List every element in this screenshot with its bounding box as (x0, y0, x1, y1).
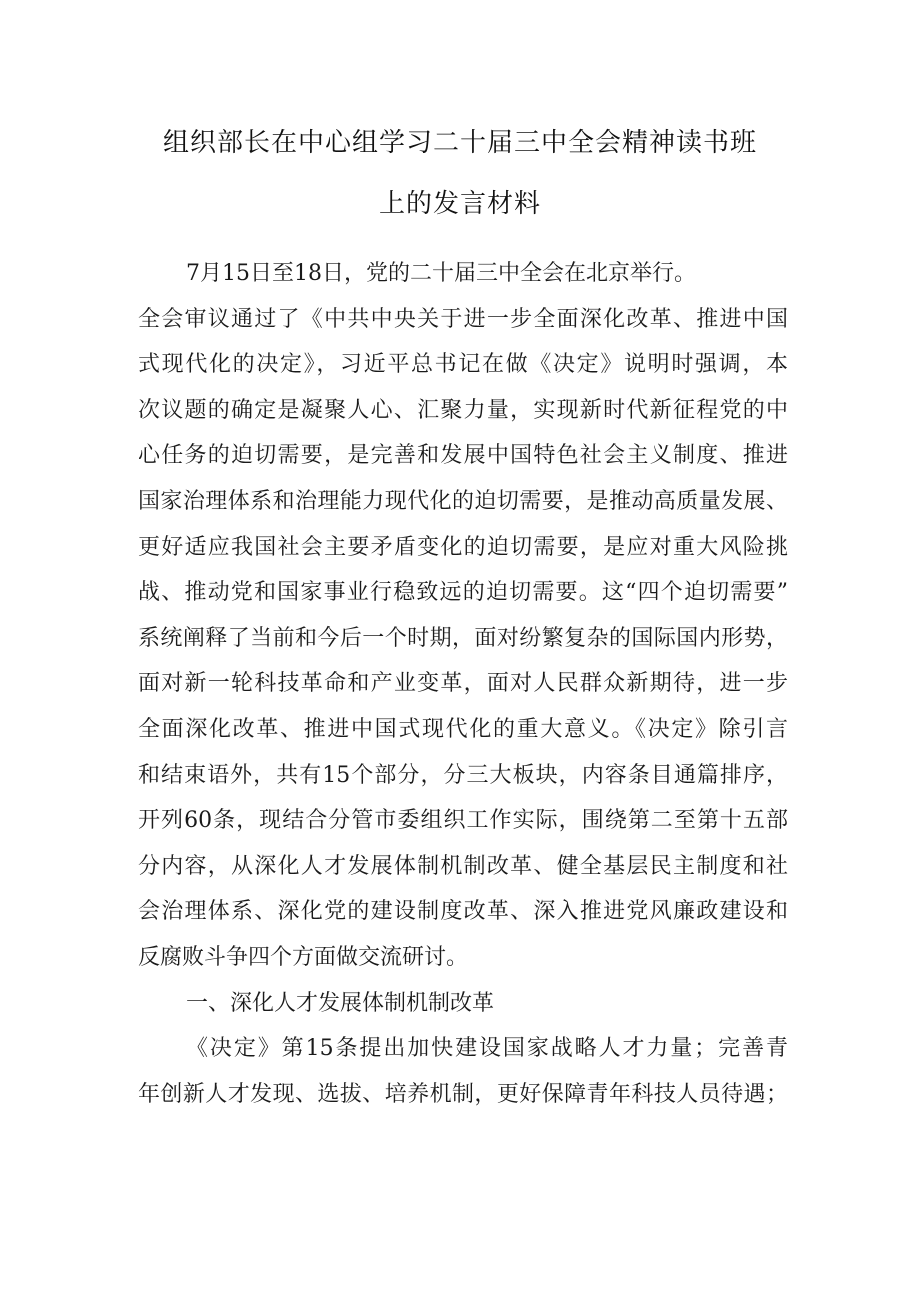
paragraph-line: 《决定》第15条提出加快建设国家战略人才力量；完善青 (186, 1036, 788, 1062)
document-title-line-1: 组织部长在中心组学习二十届三中全会精神读书班 (162, 128, 757, 158)
paragraph-line: 国家治理体系和治理能力现代化的迫切需要，是推动高质量发展、 (138, 489, 788, 514)
paragraph-line: 开列60条，现结合分管市委组织工作实际，围绕第二至第十五部 (138, 808, 788, 834)
paragraph-line: 战、推动党和国家事业行稳致远的迫切需要。这“四个迫切需要” (138, 580, 788, 606)
paragraph-line: 面对新一轮科技革命和产业变革，面对人民群众新期待，进一步 (138, 671, 788, 697)
paragraph-line: 式现代化的决定》，习近平总书记在做《决定》说明时强调，本 (138, 352, 788, 378)
paragraph-line: 心任务的迫切需要，是完善和发展中国特色社会主义制度、推进 (138, 443, 788, 469)
paragraph-line: 全会审议通过了《中共中央关于进一步全面深化改革、推进中国 (138, 306, 788, 332)
paragraph-line: 年创新人才发现、选拔、培养机制，更好保障青年科技人员待遇； (138, 1081, 788, 1107)
paragraph-line: 更好适应我国社会主要矛盾变化的迫切需要，是应对重大风险挑 (138, 534, 788, 560)
paragraph-line: 7月15日至18日，党的二十届三中全会在北京举行。 (186, 261, 696, 286)
paragraph-line: 反腐败斗争四个方面做交流研讨。 (138, 945, 469, 970)
paragraph-line: 一、深化人才发展体制机制改革 (186, 990, 495, 1016)
document-title-line-2: 上的发言材料 (378, 189, 541, 219)
paragraph-line: 分内容，从深化人才发展体制机制改革、健全基层民主制度和社 (138, 853, 788, 879)
paragraph-line: 会治理体系、深化党的建设制度改革、深入推进党风廉政建设和 (138, 899, 788, 925)
paragraph-line: 系统阐释了当前和今后一个时期，面对纷繁复杂的国际国内形势， (138, 625, 788, 651)
paragraph-line: 和结束语外，共有15个部分，分三大板块，内容条目通篇排序， (138, 762, 788, 788)
paragraph-line: 次议题的确定是凝聚人心、汇聚力量，实现新时代新征程党的中 (138, 397, 788, 423)
paragraph-line: 全面深化改革、推进中国式现代化的重大意义。《决定》除引言 (138, 717, 788, 742)
